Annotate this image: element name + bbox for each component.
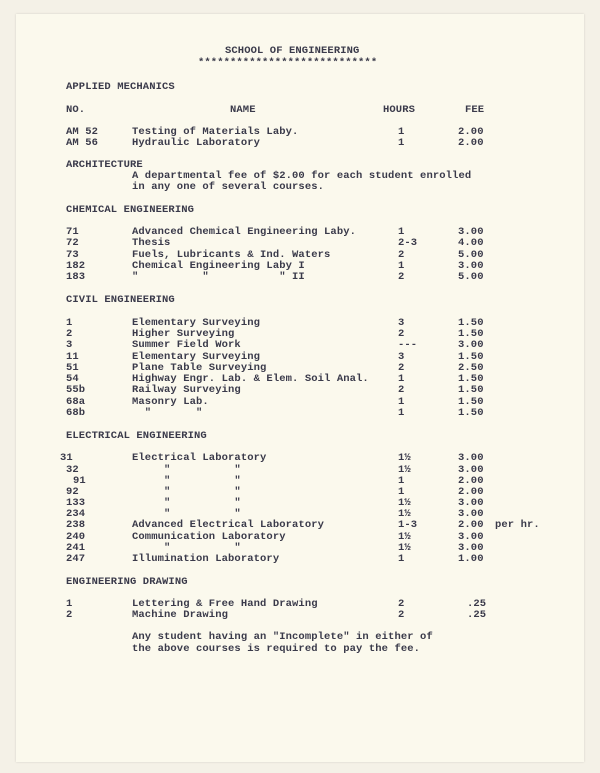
course-number: 182 [66,260,86,272]
course-number: 92 [66,486,79,498]
course-number: 247 [66,553,86,565]
column-header-name: NAME [230,104,256,116]
course-fee: 1.50 [458,317,484,329]
column-header-fee: FEE [465,104,485,116]
section-heading-civil-engineering: CIVIL ENGINEERING [66,294,175,306]
course-name: Communication Laboratory [132,531,286,543]
course-hours: 1½ [398,452,411,464]
course-number: 73 [66,249,79,261]
fee-unit-note: per hr. [495,519,540,531]
course-hours: 1½ [398,508,411,520]
course-hours: 2 [398,598,405,610]
course-hours: 1 [398,226,405,238]
course-name: " " [132,542,241,554]
course-number: 234 [66,508,86,520]
course-number: 32 [66,464,79,476]
course-hours: 3 [398,317,405,329]
course-fee: .25 [467,598,487,610]
course-fee: 3.00 [458,464,484,476]
course-name: Masonry Lab. [132,396,209,408]
course-fee: 2.00 [458,475,484,487]
course-name: Illumination Laboratory [132,553,280,565]
course-number: 1 [66,317,73,329]
course-hours: 2 [398,362,405,374]
course-hours: 2 [398,249,405,261]
course-number: 72 [66,237,79,249]
course-name: Advanced Electrical Laboratory [132,519,325,531]
course-number: AM 52 [66,126,99,138]
course-hours: 1 [398,126,405,138]
course-number: 11 [66,351,79,363]
architecture-note-line: A departmental fee of $2.00 for each student enrolled [132,170,472,182]
course-fee: 3.00 [458,497,484,509]
course-name: " " [132,497,241,509]
course-hours: 1 [398,475,405,487]
course-fee: 1.50 [458,328,484,340]
course-fee: 3.00 [458,339,484,351]
course-name: Plane Table Surveying [132,362,267,374]
course-hours: --- [398,339,418,351]
course-number: 54 [66,373,79,385]
course-hours: 1 [398,137,405,149]
course-name: Electrical Laboratory [132,452,267,464]
course-number: 133 [66,497,86,509]
architecture-note-line: in any one of several courses. [132,181,325,193]
course-hours: 3 [398,351,405,363]
course-number: 240 [66,531,86,543]
column-header-hours: HOURS [383,104,416,116]
course-fee: 1.50 [458,373,484,385]
course-fee: .25 [467,609,487,621]
course-fee: 1.50 [458,384,484,396]
course-hours: 1½ [398,531,411,543]
course-number: 1 [66,598,73,610]
section-heading-chemical-engineering: CHEMICAL ENGINEERING [66,204,195,216]
course-name: Hydraulic Laboratory [132,137,261,149]
course-name: Advanced Chemical Engineering Laby. [132,226,357,238]
course-name: " " [132,486,241,498]
course-name: Railway Surveying [132,384,241,396]
course-hours: 1½ [398,542,411,554]
course-fee: 1.50 [458,351,484,363]
course-name: Highway Engr. Lab. & Elem. Soil Anal. [132,373,369,385]
course-hours: 1 [398,373,405,385]
course-number: 2 [66,609,73,621]
course-name: Higher Surveying [132,328,235,340]
incomplete-note-line: the above courses is required to pay the fee. [132,643,421,655]
course-number: 2 [66,328,73,340]
course-fee: 1.50 [458,396,484,408]
course-fee: 2.00 [458,137,484,149]
course-number: 91 [73,475,86,487]
course-fee: 2.00 [458,126,484,138]
course-fee: 1.00 [458,553,484,565]
course-number: 68b [66,407,86,419]
course-name: Machine Drawing [132,609,229,621]
course-fee: 1.50 [458,407,484,419]
course-hours: 2-3 [398,237,418,249]
course-name: Thesis [132,237,171,249]
course-number: 31 [60,452,73,464]
course-hours: 2 [398,384,405,396]
title-underline: **************************** [198,57,378,69]
course-number: 3 [66,339,73,351]
course-hours: 1½ [398,497,411,509]
course-name: " " [132,508,241,520]
course-name: Chemical Engineering Laby I [132,260,305,272]
course-fee: 3.00 [458,508,484,520]
course-name: " " [132,407,203,419]
course-number: AM 56 [66,137,99,149]
section-heading-engineering-drawing: ENGINEERING DRAWING [66,576,188,588]
course-hours: 1 [398,553,405,565]
course-number: 55b [66,384,86,396]
course-hours: 2 [398,328,405,340]
course-fee: 2.50 [458,362,484,374]
course-fee: 3.00 [458,226,484,238]
course-fee: 2.00 [458,486,484,498]
course-name: " " [132,475,241,487]
course-hours: 1½ [398,464,411,476]
course-fee: 3.00 [458,260,484,272]
section-heading-electrical-engineering: ELECTRICAL ENGINEERING [66,430,207,442]
incomplete-note-line: Any student having an "Incomplete" in either of [132,631,433,643]
section-heading-applied-mechanics: APPLIED MECHANICS [66,81,175,93]
course-number: 51 [66,362,79,374]
course-name: " " " II [132,271,305,283]
course-number: 238 [66,519,86,531]
course-name: Fuels, Lubricants & Ind. Waters [132,249,331,261]
course-fee: 4.00 [458,237,484,249]
section-heading-architecture: ARCHITECTURE [66,159,143,171]
course-number: 71 [66,226,79,238]
course-hours: 1 [398,396,405,408]
course-fee: 5.00 [458,271,484,283]
course-hours: 2 [398,271,405,283]
course-hours: 2 [398,609,405,621]
course-name: Testing of Materials Laby. [132,126,299,138]
column-header-no: NO. [66,104,86,116]
course-hours: 1-3 [398,519,418,531]
course-number: 68a [66,396,86,408]
course-hours: 1 [398,260,405,272]
course-number: 183 [66,271,86,283]
course-fee: 5.00 [458,249,484,261]
course-name: Summer Field Work [132,339,241,351]
course-name: Lettering & Free Hand Drawing [132,598,318,610]
course-fee: 2.00 [458,519,484,531]
course-fee: 3.00 [458,542,484,554]
course-fee: 3.00 [458,531,484,543]
course-number: 241 [66,542,86,554]
course-name: Elementary Surveying [132,317,261,329]
course-hours: 1 [398,486,405,498]
course-hours: 1 [398,407,405,419]
course-name: Elementary Surveying [132,351,261,363]
course-fee: 3.00 [458,452,484,464]
course-name: " " [132,464,241,476]
page-title: SCHOOL OF ENGINEERING [225,45,360,57]
